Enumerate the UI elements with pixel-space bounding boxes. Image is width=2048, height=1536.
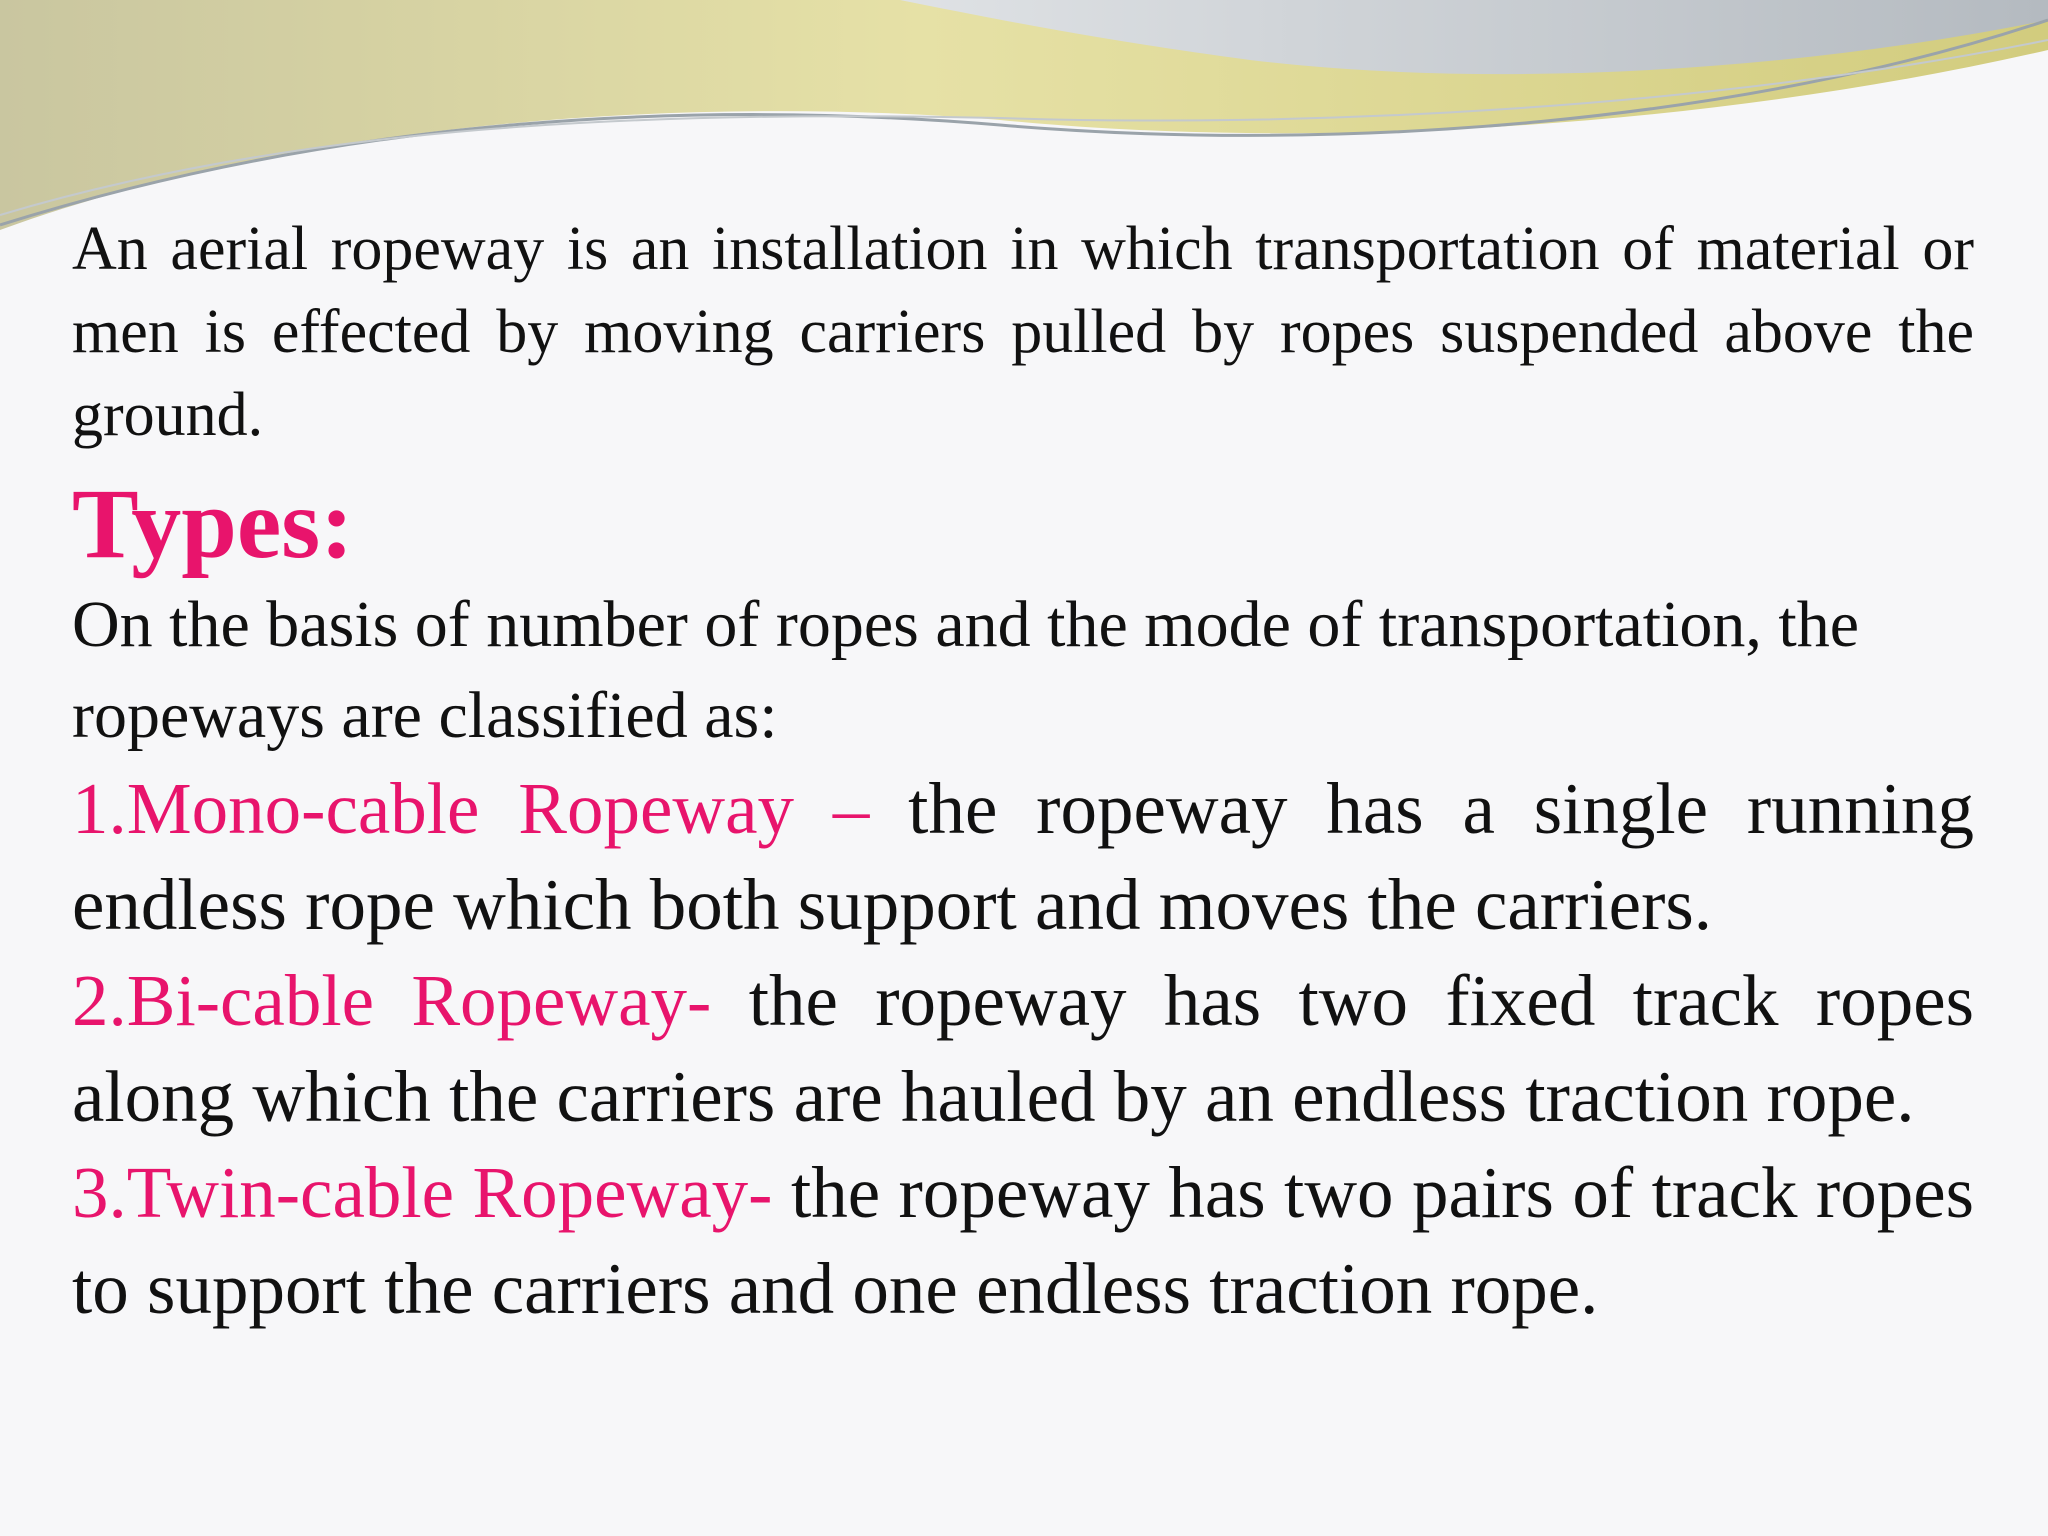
item-title: 3.Twin-cable Ropeway-	[72, 1152, 773, 1233]
slide-content	[72, 208, 1974, 1337]
background-swoosh	[0, 0, 2048, 240]
list-item-mono-cable	[72, 761, 1974, 953]
intro-paragraph: An aerial ropeway is an installation in which transportation of material or men is effected by moving carriers pulled by ropes suspended above the ground.	[72, 215, 1974, 449]
classification-intro: On the basis of number of ropes and the mode of transportation, the ropeways are classified as:	[72, 588, 1860, 752]
list-item-twin-cable	[72, 1145, 1974, 1337]
item-text: the ropeway has two fixed track ropes along which the carriers are hauled by an endless traction rope.	[72, 960, 1974, 1137]
types-heading: Types:	[72, 468, 354, 579]
item-title: 1.Mono-cable Ropeway –	[72, 768, 870, 849]
item-text: the ropeway has a single running endless rope which both support and moves the carriers.	[72, 768, 1975, 945]
item-text: the ropeway has two pairs of track ropes to support the carriers and one endless traction rope.	[72, 1152, 1975, 1329]
item-title: 2.Bi-cable Ropeway-	[72, 960, 712, 1041]
list-item-bi-cable	[72, 953, 1974, 1145]
